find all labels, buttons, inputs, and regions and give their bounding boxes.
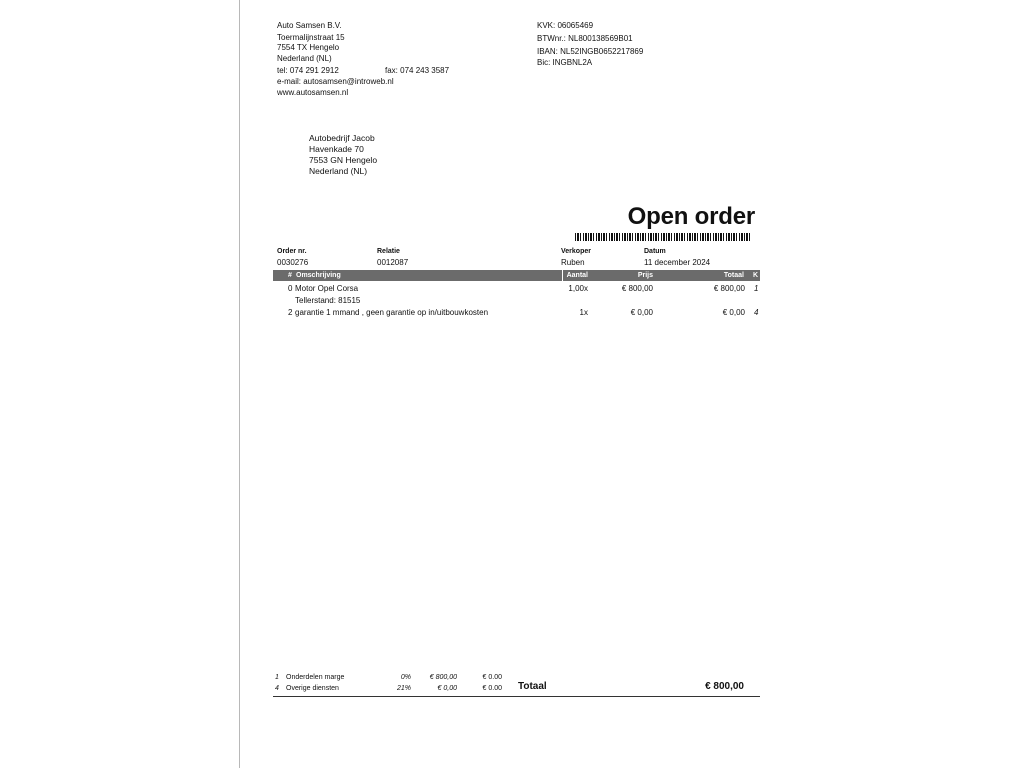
total-label: Totaal bbox=[518, 681, 547, 692]
company-btw: BTWnr.: NL800138569B01 bbox=[537, 34, 633, 43]
company-email: e-mail: autosamsen@introweb.nl bbox=[277, 77, 394, 86]
company-fax: fax: 074 243 3587 bbox=[385, 66, 450, 75]
company-tel: tel: 074 291 2912 bbox=[277, 66, 339, 75]
row-aantal: 1,00x bbox=[568, 284, 588, 293]
datum-value: 11 december 2024 bbox=[644, 258, 711, 267]
row-prijs: € 800,00 bbox=[621, 284, 653, 293]
page-edge bbox=[239, 0, 240, 768]
company-bic: Bic: INGBNL2A bbox=[537, 58, 593, 67]
company-kvk: KVK: 06065469 bbox=[537, 21, 594, 30]
header-aantal: Aantal bbox=[566, 272, 588, 279]
summary-amount: € 0,00 bbox=[437, 685, 457, 692]
summary-pct: 21% bbox=[396, 685, 411, 692]
row-nr: 2 bbox=[288, 308, 293, 317]
summary-k: 4 bbox=[275, 685, 279, 692]
relatie-value: 0012087 bbox=[377, 258, 409, 267]
row-aantal: 1x bbox=[579, 308, 588, 317]
recipient-street: Havenkade 70 bbox=[309, 144, 364, 154]
row-k: 4 bbox=[754, 308, 759, 317]
row-totaal: € 0,00 bbox=[722, 308, 745, 317]
header-k: K bbox=[753, 272, 759, 279]
company-website: www.autosamsen.nl bbox=[277, 88, 349, 97]
verkoper-label: Verkoper bbox=[561, 248, 591, 255]
company-postcode-city: 7554 TX Hengelo bbox=[277, 43, 340, 52]
header-prijs: Prijs bbox=[637, 272, 653, 279]
company-country: Nederland (NL) bbox=[277, 54, 332, 63]
company-street: Toermalijnstraat 15 bbox=[277, 33, 345, 42]
summary-k: 1 bbox=[275, 674, 279, 681]
header-nr: # bbox=[288, 272, 292, 279]
summary-label: Onderdelen marge bbox=[286, 674, 345, 681]
recipient-postcode-city: 7553 GN Hengelo bbox=[309, 155, 378, 165]
row-totaal: € 800,00 bbox=[713, 284, 745, 293]
verkoper-value: Ruben bbox=[561, 258, 585, 267]
row-omschrijving: Motor Opel Corsa bbox=[295, 284, 359, 293]
summary-vat: € 0.00 bbox=[482, 685, 502, 692]
summary-amount: € 800,00 bbox=[429, 674, 457, 681]
summary-vat: € 0.00 bbox=[482, 674, 502, 681]
relatie-label: Relatie bbox=[377, 248, 400, 255]
viewer-gutter bbox=[0, 0, 239, 768]
summary-label: Overige diensten bbox=[286, 685, 339, 692]
row-prijs: € 0,00 bbox=[630, 308, 653, 317]
row-nr: 0 bbox=[288, 284, 293, 293]
recipient-name: Autobedrijf Jacob bbox=[309, 133, 375, 143]
row-k: 1 bbox=[754, 284, 759, 293]
row-omschrijving: Tellerstand: 81515 bbox=[295, 296, 361, 305]
barcode bbox=[575, 233, 751, 241]
company-iban: IBAN: NL52INGB0652217869 bbox=[537, 47, 644, 56]
header-totaal: Totaal bbox=[723, 272, 744, 279]
company-name: Auto Samsen B.V. bbox=[277, 21, 342, 30]
row-omschrijving: garantie 1 mmand , geen garantie op in/uitbouwkosten bbox=[295, 308, 489, 317]
recipient-country: Nederland (NL) bbox=[309, 166, 368, 176]
datum-label: Datum bbox=[644, 248, 666, 255]
table-header bbox=[273, 270, 760, 281]
header-omschrijving: Omschrijving bbox=[296, 272, 341, 279]
total-divider bbox=[273, 696, 760, 697]
summary-pct: 0% bbox=[400, 674, 411, 681]
document-title: Open order bbox=[627, 203, 755, 230]
total-value: € 800,00 bbox=[705, 681, 744, 692]
order-nr-value: 0030276 bbox=[277, 258, 309, 267]
order-nr-label: Order nr. bbox=[277, 248, 307, 255]
